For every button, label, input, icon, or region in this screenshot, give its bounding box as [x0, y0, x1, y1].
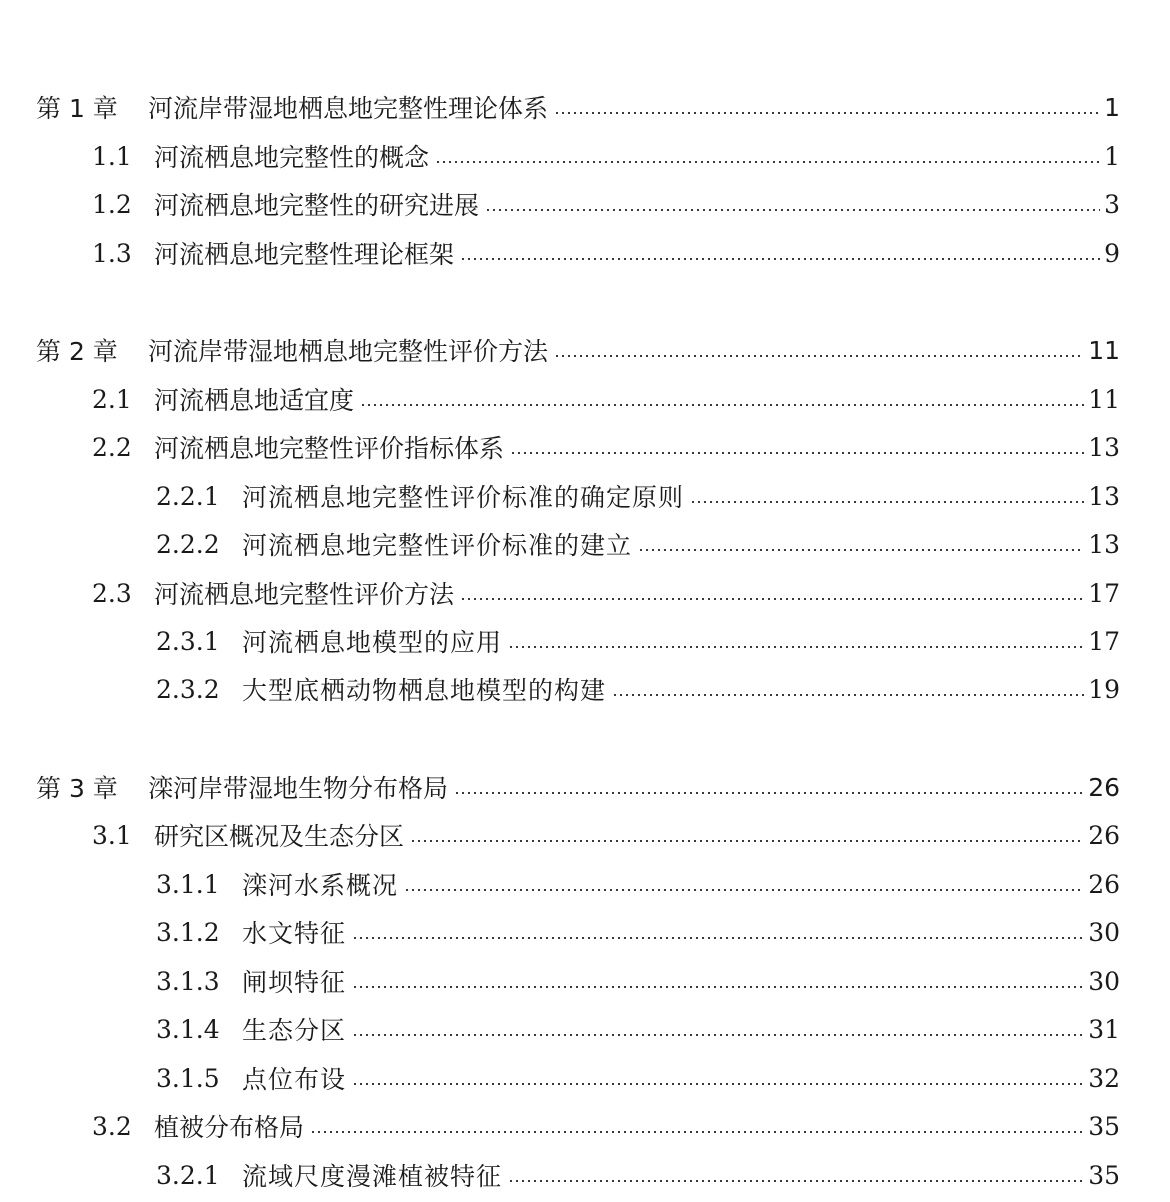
toc-number: 第 3 章 — [36, 774, 118, 803]
dot-leader — [508, 646, 1084, 648]
toc-subsection-2-3-1[interactable] — [156, 621, 1120, 661]
dot-leader — [485, 209, 1100, 211]
toc-page-number: 35 — [1088, 1160, 1120, 1190]
toc-page-number: 1 — [1104, 141, 1120, 171]
dot-leader — [612, 694, 1084, 696]
toc-chapter-3[interactable] — [36, 767, 1120, 807]
toc-title: 河流岸带湿地栖息地完整性评价方法 — [148, 337, 549, 366]
toc-title: 闸坝特征 — [242, 968, 347, 997]
toc-number: 2.3.2 — [156, 674, 220, 704]
toc-number: 3.2 — [92, 1111, 132, 1141]
toc-page-number: 13 — [1088, 432, 1120, 462]
dot-leader — [410, 840, 1084, 842]
toc-title: 水文特征 — [242, 919, 347, 948]
toc-page-number: 17 — [1088, 578, 1120, 608]
toc-number: 第 2 章 — [36, 337, 118, 366]
toc-page-number: 31 — [1088, 1014, 1120, 1044]
dot-leader — [690, 501, 1084, 503]
dot-leader — [460, 258, 1100, 260]
toc-title: 研究区概况及生态分区 — [154, 822, 405, 851]
toc-page-number: 17 — [1088, 626, 1120, 656]
dot-leader — [360, 404, 1084, 406]
toc-page-number: 26 — [1088, 820, 1120, 850]
dot-leader — [404, 889, 1084, 891]
toc-number: 3.1.1 — [156, 869, 220, 899]
toc-number: 2.3 — [92, 578, 132, 608]
toc-number: 1.3 — [92, 238, 132, 268]
toc-title: 河流栖息地完整性评价方法 — [154, 580, 455, 609]
dot-leader — [508, 1180, 1084, 1182]
toc-subsection-2-3-2[interactable] — [156, 669, 1120, 709]
toc-title: 河流栖息地完整性评价标准的建立 — [242, 531, 633, 560]
toc-title: 河流栖息地适宜度 — [154, 386, 355, 415]
dot-leader — [352, 1083, 1084, 1085]
toc-page-number: 30 — [1088, 966, 1120, 996]
toc-title: 河流栖息地模型的应用 — [242, 628, 503, 657]
toc-chapter-2[interactable] — [36, 330, 1120, 370]
toc-subsection-2-2-1[interactable] — [156, 476, 1120, 516]
toc-title: 河流栖息地完整性理论框架 — [154, 240, 455, 269]
toc-title: 河流栖息地完整性评价指标体系 — [154, 434, 505, 463]
toc-section-1-3[interactable] — [92, 233, 1120, 273]
toc-number: 3.1.5 — [156, 1063, 220, 1093]
toc-number: 2.2.1 — [156, 481, 220, 511]
toc-number: 1.2 — [92, 189, 132, 219]
toc-section-2-2[interactable] — [92, 427, 1120, 467]
toc-title: 大型底栖动物栖息地模型的构建 — [242, 676, 607, 705]
toc-number: 2.2 — [92, 432, 132, 462]
dot-leader — [352, 937, 1084, 939]
toc-section-2-1[interactable] — [92, 379, 1120, 419]
toc-page-number: 19 — [1088, 674, 1120, 704]
toc-number: 3.1.2 — [156, 917, 220, 947]
dot-leader — [638, 549, 1084, 551]
toc-page-number: 32 — [1088, 1063, 1120, 1093]
toc-subsection-3-1-2[interactable] — [156, 912, 1120, 952]
dot-leader — [554, 355, 1084, 357]
toc-page-number: 11 — [1088, 335, 1120, 365]
toc-subsection-2-2-2[interactable] — [156, 524, 1120, 564]
toc-number: 3.1.3 — [156, 966, 220, 996]
toc-subsection-3-1-3[interactable] — [156, 961, 1120, 1001]
toc-number: 3.1.4 — [156, 1014, 220, 1044]
toc-number: 3.2.1 — [156, 1160, 220, 1190]
toc-section-2-3[interactable] — [92, 573, 1120, 613]
dot-leader — [352, 1034, 1084, 1036]
toc-subsection-3-1-1[interactable] — [156, 864, 1120, 904]
toc-page-number: 1 — [1104, 92, 1120, 122]
toc-page-number: 26 — [1088, 772, 1120, 802]
toc-title: 河流栖息地完整性的研究进展 — [154, 191, 480, 220]
toc-section-3-1[interactable] — [92, 815, 1120, 855]
dot-leader — [352, 986, 1084, 988]
dot-leader — [460, 598, 1084, 600]
toc-subsection-3-1-5[interactable] — [156, 1058, 1120, 1098]
toc-number: 2.2.2 — [156, 529, 220, 559]
toc-title: 滦河岸带湿地生物分布格局 — [148, 774, 449, 803]
dot-leader — [554, 112, 1100, 114]
toc-page-number: 35 — [1088, 1111, 1120, 1141]
toc-title: 生态分区 — [242, 1016, 347, 1045]
toc-number: 1.1 — [92, 141, 132, 171]
toc-chapter-1[interactable] — [36, 87, 1120, 127]
toc-number: 2.1 — [92, 384, 132, 414]
toc-section-1-1[interactable] — [92, 136, 1120, 176]
dot-leader — [310, 1131, 1084, 1133]
toc-subsection-3-1-4[interactable] — [156, 1009, 1120, 1049]
dot-leader — [435, 161, 1100, 163]
toc-page-number: 26 — [1088, 869, 1120, 899]
toc-page-number: 13 — [1088, 529, 1120, 559]
toc-title: 植被分布格局 — [154, 1113, 305, 1142]
toc-title: 点位布设 — [242, 1065, 347, 1094]
toc-page-number: 9 — [1104, 238, 1120, 268]
toc-number: 2.3.1 — [156, 626, 220, 656]
toc-title: 河流栖息地完整性的概念 — [154, 143, 430, 172]
toc-number: 第 1 章 — [36, 94, 118, 123]
toc-title: 河流岸带湿地栖息地完整性理论体系 — [148, 94, 549, 123]
toc-page-number: 3 — [1104, 189, 1120, 219]
dot-leader — [510, 452, 1084, 454]
toc-page-number: 11 — [1088, 384, 1120, 414]
toc-subsection-3-2-1[interactable] — [156, 1155, 1120, 1195]
dot-leader — [454, 792, 1084, 794]
toc-section-3-2[interactable] — [92, 1106, 1120, 1146]
toc-section-1-2[interactable] — [92, 184, 1120, 224]
toc-page-number: 13 — [1088, 481, 1120, 511]
toc-title: 流域尺度漫滩植被特征 — [242, 1162, 503, 1191]
toc-number: 3.1 — [92, 820, 132, 850]
toc-title: 河流栖息地完整性评价标准的确定原则 — [242, 483, 685, 512]
toc-title: 滦河水系概况 — [242, 871, 399, 900]
toc-page-number: 30 — [1088, 917, 1120, 947]
